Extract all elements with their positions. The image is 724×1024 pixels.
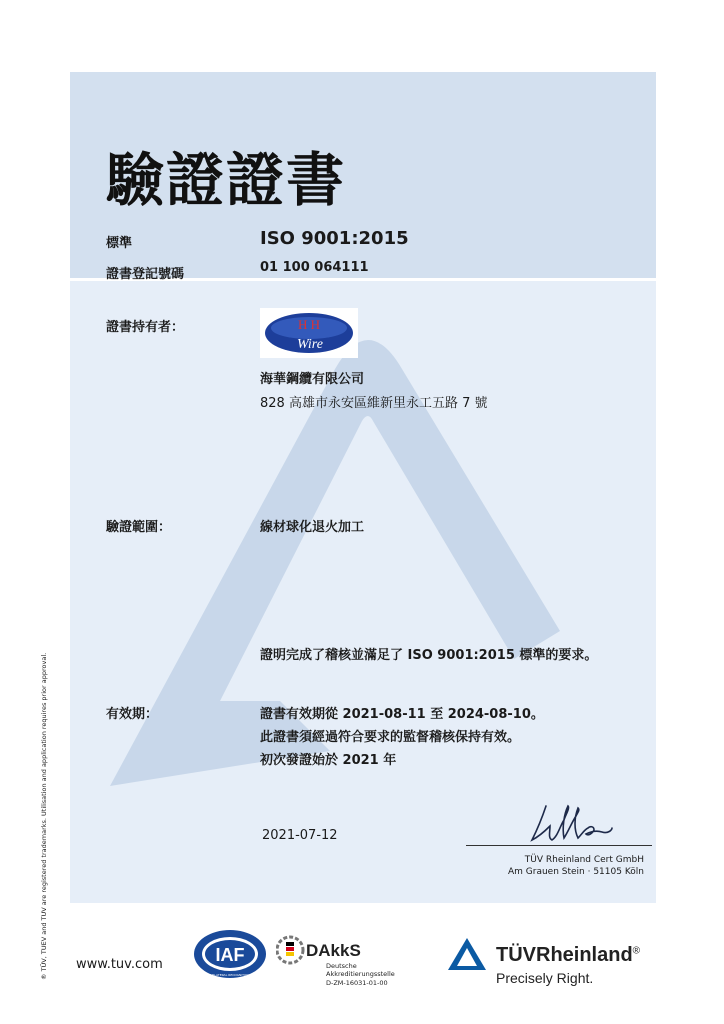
dakks-logo xyxy=(276,930,406,995)
scope-value: 線材球化退火加工 xyxy=(260,520,365,535)
dakks-line2: Akkreditierungsstelle xyxy=(326,970,395,978)
issue-date: 2021-07-12 xyxy=(262,828,338,843)
holder-label: 證書持有者： xyxy=(106,320,185,335)
tuv-brand-text: TÜVRheinland xyxy=(496,944,633,966)
trademark-note: ® TÜV, TUEV and TUV are registered trademarks. Utilisation and application requires prior approval. xyxy=(40,652,48,980)
validity-line-2: 此證書須經過符合要求的監督稽核保持有效。 xyxy=(260,730,521,745)
dakks-line1: Deutsche xyxy=(326,962,357,970)
logo-text-top: H H xyxy=(297,317,321,332)
scope-label: 驗證範圍： xyxy=(106,520,172,535)
issuer-address: Am Grauen Stein · 51105 Köln xyxy=(507,867,644,877)
dakks-name: DAkkS xyxy=(306,941,361,960)
tuv-triangle-icon xyxy=(446,936,488,972)
website-link[interactable]: www.tuv.com xyxy=(76,957,163,972)
validity-line-3: 初次發證始於 2021 年 xyxy=(260,753,397,768)
standard-label: 標準 xyxy=(106,236,133,251)
dakks-line3: D-ZM-16031-01-00 xyxy=(326,979,388,987)
company-name: 海華鋼纜有限公司 xyxy=(260,372,365,387)
company-logo xyxy=(260,308,358,358)
tuv-slogan: Precisely Right. xyxy=(496,970,594,986)
company-address: 828 高雄市永安區維新里永工五路 7 號 xyxy=(260,396,488,411)
signature-icon xyxy=(520,800,630,850)
registration-label: 證書登記號碼 xyxy=(106,267,185,282)
iaf-ring-text: MEMBER OF MULTILATERAL RECOGNITION ARRANGEMENT xyxy=(192,973,272,977)
page-title: 驗證證書 xyxy=(106,146,347,214)
logo-text-bottom: Wire xyxy=(297,337,323,352)
registration-value: 01 100 064111 xyxy=(260,260,369,275)
signature-line xyxy=(466,845,652,846)
iaf-logo xyxy=(192,928,272,985)
validity-line-1: 證書有效期從 2021-08-11 至 2024-08-10。 xyxy=(260,707,544,722)
standard-value: ISO 9001:2015 xyxy=(260,228,409,249)
tuv-brand xyxy=(496,944,640,967)
iaf-text: IAF xyxy=(215,945,245,965)
validity-label: 有效期： xyxy=(106,707,159,722)
tuv-registered-mark: ® xyxy=(632,945,641,957)
certification-statement: 證明完成了稽核並滿足了 ISO 9001:2015 標準的要求。 xyxy=(260,648,598,663)
issuer-name: TÜV Rheinland Cert GmbH xyxy=(524,855,644,865)
